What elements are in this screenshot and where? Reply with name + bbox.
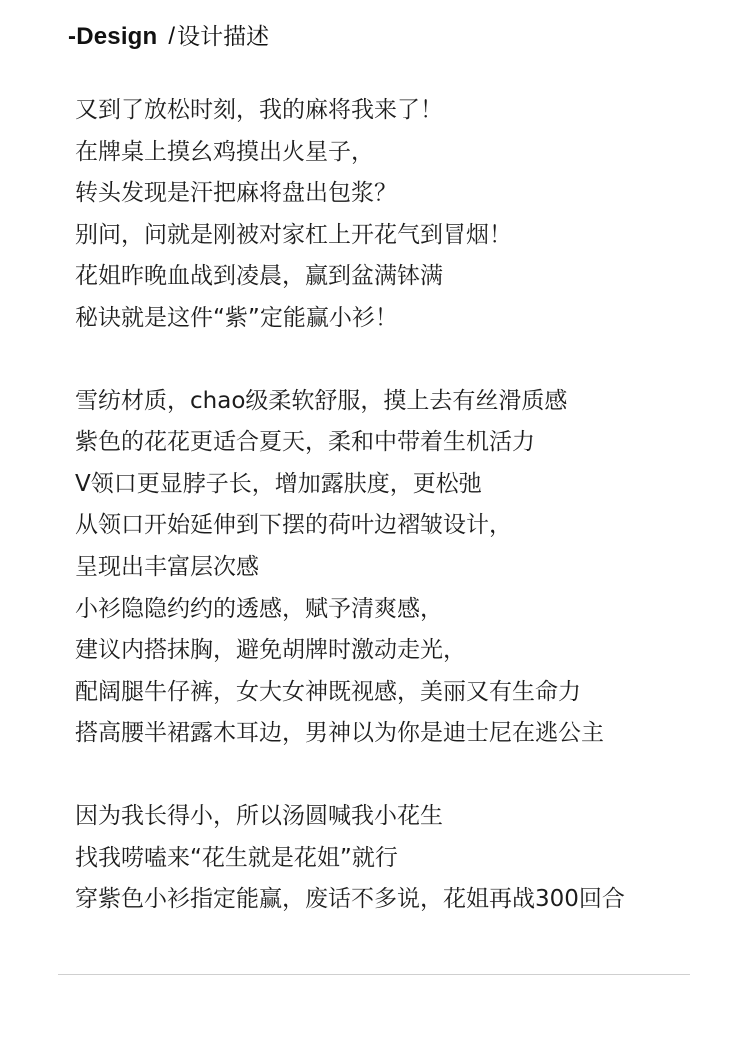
- section-header: [68, 18, 269, 52]
- text-line: 搭高腰半裙露木耳边，男神以为你是迪士尼在逃公主: [75, 720, 604, 747]
- text-line: 转头发现是汗把麻将盘出包浆？: [75, 180, 397, 207]
- text-line: 紫色的花花更适合夏天，柔和中带着生机活力: [75, 429, 535, 456]
- text-line: 别问，问就是刚被对家杠上开花气到冒烟！: [75, 221, 512, 248]
- text-line: 穿紫色小衫指定能赢，废话不多说，花姐再战300回合: [75, 886, 625, 913]
- text-line: 秘诀就是这件“紫”定能赢小衫！: [75, 304, 398, 331]
- text-line: 建议内搭抹胸，避免胡牌时激动走光，: [75, 637, 466, 664]
- text-line: 找我唠嗑来“花生就是花姐”就行: [75, 844, 398, 871]
- text-line: 雪纺材质，chao级柔软舒服，摸上去有丝滑质感: [75, 387, 568, 414]
- text-line: 在牌桌上摸幺鸡摸出火星子，: [75, 138, 374, 165]
- text-line: 花姐昨晚血战到凌晨，赢到盆满钵满: [75, 263, 443, 290]
- text-line: 从领口开始延伸到下摆的荷叶边褶皱设计，: [75, 512, 512, 539]
- header-separator: /: [168, 23, 176, 50]
- paragraph-intro: [75, 90, 715, 340]
- bottom-divider: [58, 974, 690, 975]
- header-title-cn: 设计描述: [177, 24, 270, 50]
- paragraph-outro: [75, 796, 715, 921]
- text-line: 小衫隐隐约约的透感，赋予清爽感，: [75, 595, 443, 622]
- text-line: 又到了放松时刻，我的麻将我来了！: [75, 97, 443, 123]
- text-line: V领口更显脖子长，增加露肤度，更松弛: [75, 470, 482, 497]
- text-line: 因为我长得小，所以汤圆喊我小花生: [75, 802, 443, 829]
- description-body: [75, 90, 715, 962]
- header-title-en: -Design: [68, 23, 158, 50]
- paragraph-details: [75, 381, 715, 755]
- text-line: 呈现出丰富层次感: [75, 553, 259, 580]
- text-line: 配阔腿牛仔裤，女大女神既视感，美丽又有生命力: [75, 678, 581, 705]
